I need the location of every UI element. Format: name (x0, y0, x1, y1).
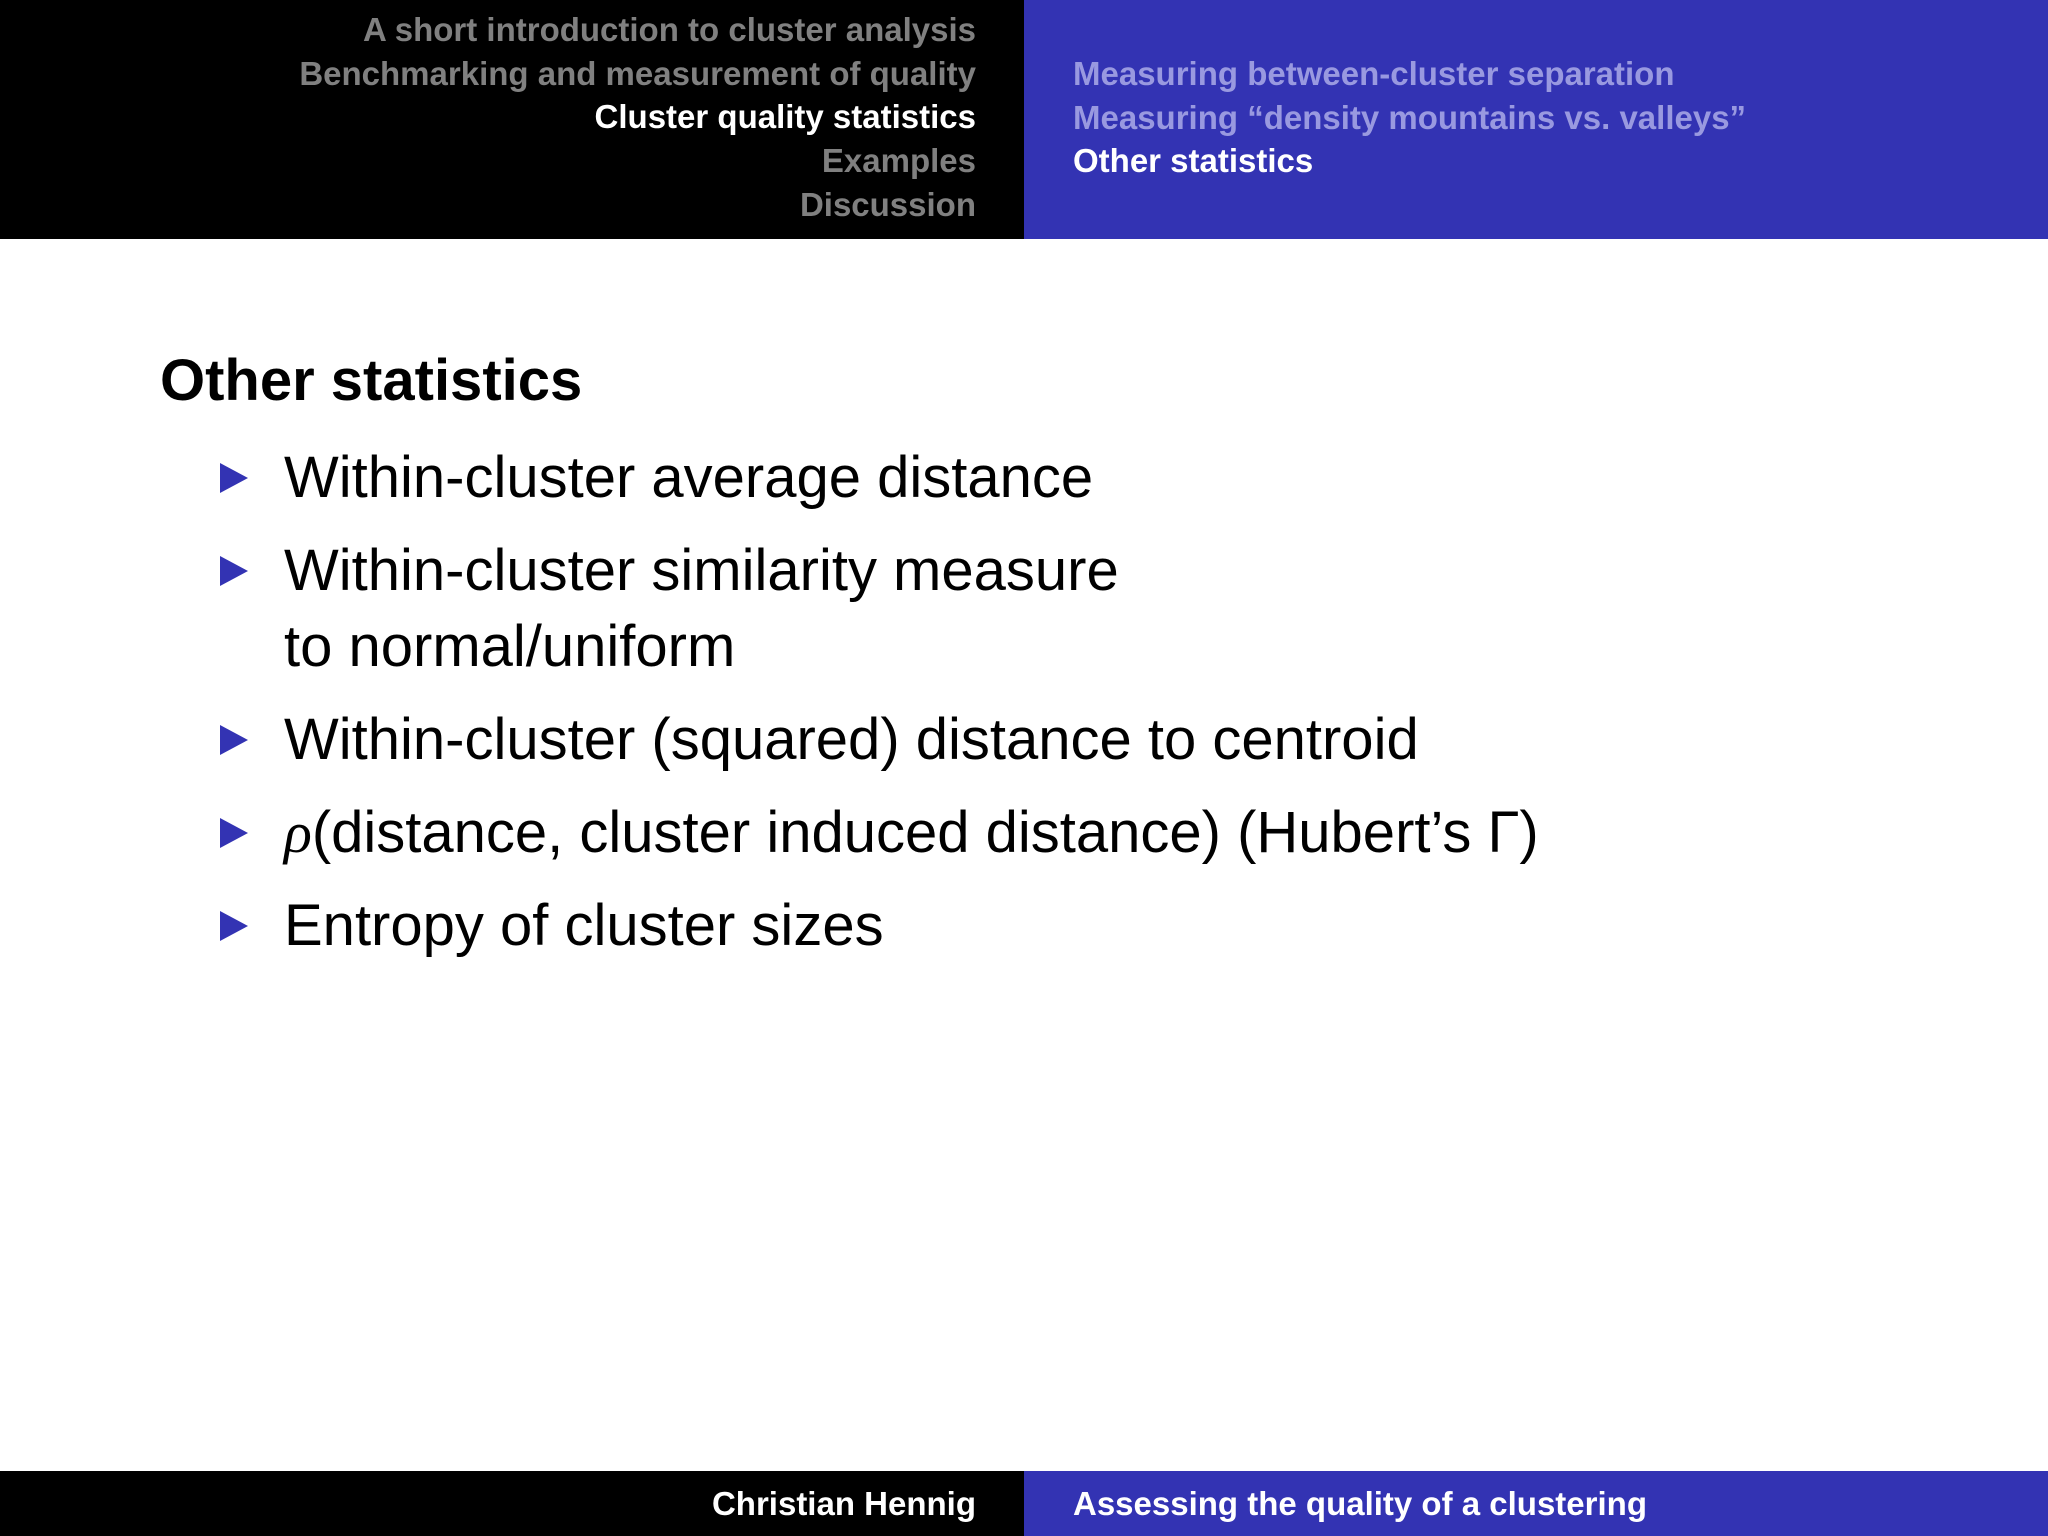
bullet-text-continuation: to normal/uniform (284, 614, 736, 679)
bullet-text: Within-cluster similarity measure (284, 538, 1119, 603)
footer-title: Assessing the quality of a clustering (1073, 1485, 1647, 1522)
bullet-list (220, 440, 1539, 981)
frame-title: Other statistics (160, 348, 583, 413)
subsection-list (1073, 52, 1746, 183)
triangle-right-icon (220, 440, 248, 516)
footer (0, 1471, 2048, 1536)
subsection-other-statistics[interactable]: Other statistics (1073, 142, 1314, 180)
section-intro[interactable]: A short introduction to cluster analysis (362, 11, 976, 48)
footer-left (0, 1471, 1024, 1536)
section-examples[interactable]: Examples (821, 142, 976, 180)
subsection-navigation (1024, 0, 2048, 239)
footer-right (1024, 1471, 2048, 1536)
header-navigation (0, 0, 2048, 239)
footer-author: Christian Hennig (711, 1485, 976, 1522)
bullet-item (220, 888, 1539, 964)
triangle-right-icon (220, 888, 248, 964)
triangle-right-icon (220, 533, 248, 609)
bullet-text: (distance, cluster induced distance) (Hubert’s Γ) (311, 800, 1539, 865)
section-benchmarking[interactable]: Benchmarking and measurement of quality (299, 54, 976, 92)
section-discussion[interactable]: Discussion (799, 185, 976, 223)
subsection-between-cluster-separation[interactable]: Measuring between-cluster separation (1073, 55, 1675, 92)
section-list (299, 8, 976, 227)
rho-symbol: ρ (284, 800, 312, 865)
section-cluster-quality-statistics[interactable]: Cluster quality statistics (594, 98, 976, 136)
bullet-item (220, 533, 1539, 685)
bullet-item (220, 440, 1539, 516)
bullet-text: Within-cluster average distance (284, 445, 1094, 510)
bullet-text: Within-cluster (squared) distance to centroid (284, 707, 1419, 772)
bullet-item (220, 795, 1539, 871)
triangle-right-icon (220, 795, 248, 871)
bullet-text: Entropy of cluster sizes (284, 893, 884, 958)
subsection-density-mountains[interactable]: Measuring “density mountains vs. valleys” (1073, 98, 1747, 136)
section-navigation (0, 0, 1024, 239)
triangle-right-icon (220, 702, 248, 778)
bullet-item (220, 702, 1539, 778)
